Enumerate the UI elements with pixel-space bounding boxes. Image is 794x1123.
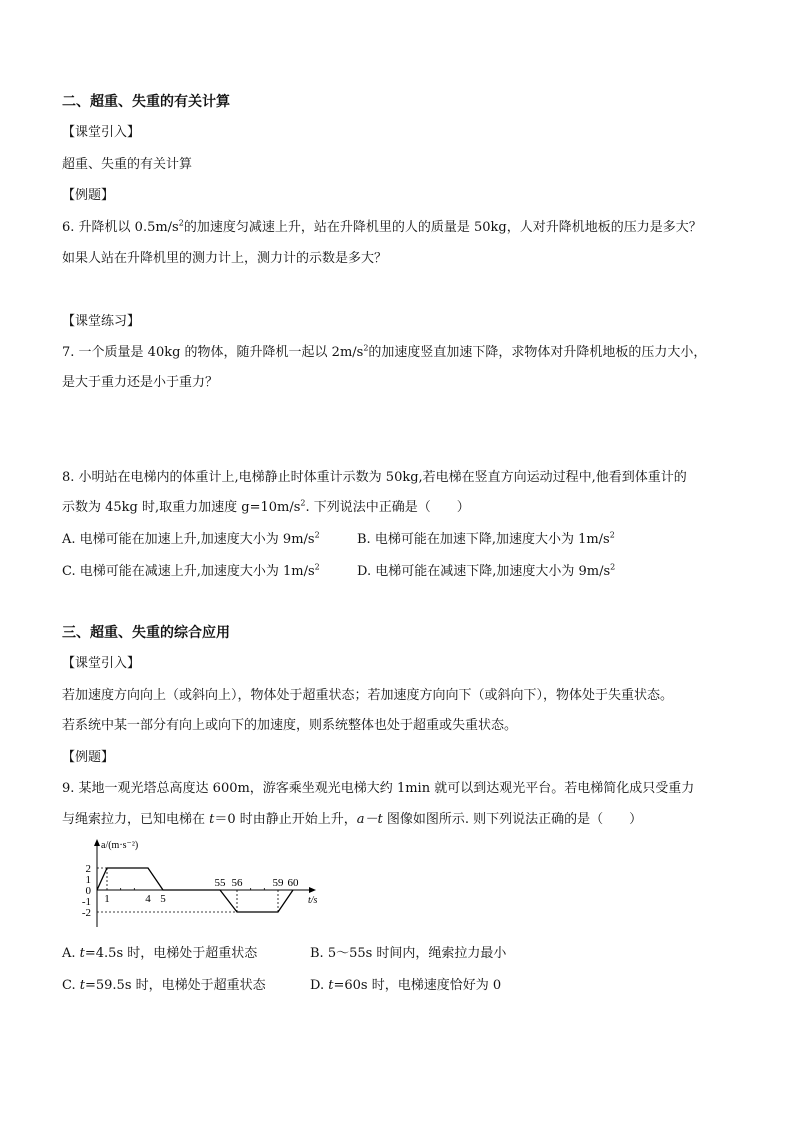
section2-practice-tag: 【课堂练习】 [62, 314, 141, 329]
x-tick-label: 60 [287, 877, 299, 889]
q7-line1: 7. 一个质量是 40kg 的物体，随升降机一起以 $2m/s^2$的加速度竖直加速下降，求物体对升降机地板的压力大小， [62, 343, 707, 360]
section2-intro-tag: 【课堂引入】 [62, 125, 141, 140]
y-tick-label: 1 [85, 874, 91, 886]
section2-title: 二、超重、失重的有关计算 [62, 94, 230, 110]
q8-option-b: B. 电梯可能在加速下降,加速度大小为 $1m/s^2$ [357, 530, 615, 547]
y-tick-label: -2 [81, 907, 91, 919]
section3-example-tag: 【例题】 [62, 750, 115, 765]
y-axis-label: a/(m·s⁻²) [101, 840, 139, 851]
x-tick-label: 5 [160, 893, 166, 905]
q9-option-c: C. t=59.5s 时，电梯处于超重状态 [62, 978, 266, 993]
q9-option-d: D. t=60s 时，电梯速度恰好为 0 [310, 978, 502, 993]
chart-layer [82, 839, 318, 927]
x-axis-label: t/s [308, 895, 318, 906]
section3-intro-tag: 【课堂引入】 [62, 656, 141, 671]
q9-line1: 9. 某地一观光塔总高度达 600m，游客乘坐观光电梯大约 1min 就可以到达观光平台。若电梯简化成只受重力 [62, 781, 695, 796]
q9-option-a: A. t=4.5s 时，电梯处于超重状态 [62, 946, 258, 961]
y-tick-label: 0 [85, 885, 91, 897]
q8-line1: 8. 小明站在电梯内的体重计上,电梯静止时体重计示数为 50kg,若电梯在竖直方向运动过程中,他看到体重计的 [62, 470, 687, 485]
y-tick-label: -1 [81, 896, 91, 908]
q6-line2: 如果人站在升降机里的测力计上，测力计的示数是多大？ [62, 251, 388, 266]
section3-intro-line2: 若系统中某一部分有向上或向下的加速度，则系统整体也处于超重或失重状态。 [62, 718, 518, 733]
x-tick-label: 56 [231, 877, 243, 889]
section2-example-tag: 【例题】 [62, 188, 115, 203]
q8-line2: 示数为 45kg 时,取重力加速度 $g=10m/s^2$. 下列说法中正确是（ ） [62, 498, 470, 515]
y-tick-label: 2 [85, 863, 91, 875]
x-tick-label: 4 [145, 893, 151, 905]
q9-option-b: B. 5～55s 时间内，绳索拉力最小 [310, 946, 507, 961]
x-tick-label: 59 [272, 877, 284, 889]
section2-intro-text: 超重、失重的有关计算 [62, 157, 193, 172]
q8-option-c: C. 电梯可能在减速上升,加速度大小为 $1m/s^2$ [62, 562, 320, 579]
x-tick-label: 1 [104, 893, 110, 905]
section3-title: 三、超重、失重的综合应用 [62, 625, 230, 641]
q8-option-a: A. 电梯可能在加速上升,加速度大小为 $9m/s^2$ [62, 530, 320, 547]
q6-line1: 6. 升降机以 $0.5m/s^2$的加速度匀减速上升，站在升降机里的人的质量是 50kg，人对升降机地板的压力是多大？ [62, 218, 702, 235]
q8-option-d: D. 电梯可能在减速下降,加速度大小为 $9m/s^2$ [357, 562, 616, 579]
a-t-chart [62, 835, 332, 935]
q7-line2: 是大于重力还是小于重力？ [62, 375, 219, 390]
section3-intro-line1: 若加速度方向向上（或斜向上），物体处于超重状态；若加速度方向向下（或斜向下），物体处于失重状态。 [62, 688, 674, 703]
x-axis-arrow [309, 887, 316, 893]
x-tick-label: 55 [214, 877, 226, 889]
y-axis-arrow [94, 839, 100, 846]
q9-line2: 与绳索拉力，已知电梯在 t＝0 时由静止开始上升，a－t 图像如图所示. 则下列说法正确的是（ ） [62, 812, 643, 827]
